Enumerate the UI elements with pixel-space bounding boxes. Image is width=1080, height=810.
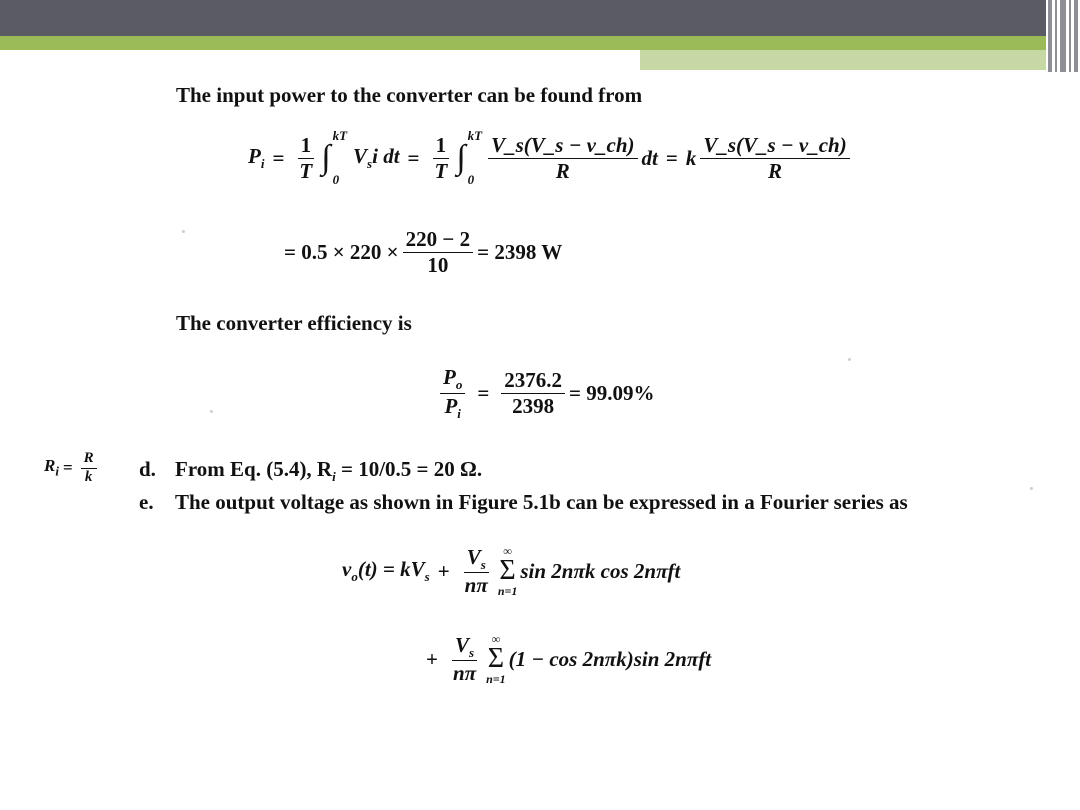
result-fraction: $\frac{V\_s(V\_s - v\_ch)}{R}$ xyxy=(700,134,849,181)
pi-symbol: $P_i$ xyxy=(248,143,265,172)
slide-corner-decoration xyxy=(1046,0,1080,72)
item-d: d. From Eq. (5.4), $R_i = 10/0.5 = 20$ Ω. xyxy=(139,457,483,485)
scan-speck xyxy=(210,410,213,413)
slide-green-stripe-light xyxy=(640,50,1046,70)
scan-speck xyxy=(182,230,185,233)
side-formula: $R_i$ = $\frac{R}{k}$ xyxy=(44,446,101,490)
slide-green-stripe xyxy=(0,36,1046,50)
fourier-series-line-1: $v_o(t) = kV_s$ + $\frac{V_s}{n\pi}$ ∞ Σ n=1 sin 2nπk cos 2nπft xyxy=(342,544,681,598)
fourier-series-line-2: + $\frac{V_s}{n\pi}$ ∞ Σ n=1 (1 − cos 2nπk)sin 2nπft xyxy=(426,632,712,686)
efficiency-equation: $\frac{P_o}{P_i}$ = $\frac{2376.2}{2398}$ = 99.09% xyxy=(436,362,655,424)
po-over-pi: $\frac{P_o}{P_i}$ xyxy=(440,366,465,421)
input-power-equation: $P_i$ = $\frac{1}{T}$ ∫ kT 0 $V_si$ dt = $\frac{1}{T}$ ∫ kT 0 $\frac{V\_s(V\_s - v\_ch)}{R}$ dt = k $\frac{V\_s(V\_s - v\_ch)}{R}$ xyxy=(248,118,854,198)
integrand-1: $V_si$ dt xyxy=(353,143,400,172)
vs-over-npi: $\frac{V_s}{n\pi}$ xyxy=(464,544,488,598)
scan-speck xyxy=(848,358,851,361)
efficiency-label: The converter efficiency is xyxy=(176,311,412,335)
summation-symbol: ∞ Σ n=1 xyxy=(486,632,506,686)
calc-fraction: $\frac{220 - 2}{10}$ xyxy=(403,228,473,275)
integrand-2-fraction: $\frac{V\_s(V\_s - v\_ch)}{R}$ xyxy=(488,134,637,181)
slide-top-bar xyxy=(0,0,1046,36)
scan-speck xyxy=(1030,487,1033,490)
summation-symbol: ∞ Σ n=1 xyxy=(497,544,518,598)
integral-sign: ∫ xyxy=(321,139,331,176)
item-e: e. The output voltage as shown in Figure 5.1b can be expressed in a Fourier series as xyxy=(139,490,908,514)
intro-text: The input power to the converter can be found from xyxy=(176,83,643,107)
input-power-calculation: = 0.5 × 220 × $\frac{220 - 2}{10}$ = 2398 W xyxy=(284,227,563,277)
efficiency-value-fraction: $\frac{2376.2}{2398}$ xyxy=(501,369,565,416)
integral-sign: ∫ xyxy=(456,139,466,176)
fraction-one-over-t: $\frac{1}{T}$ xyxy=(299,133,313,183)
